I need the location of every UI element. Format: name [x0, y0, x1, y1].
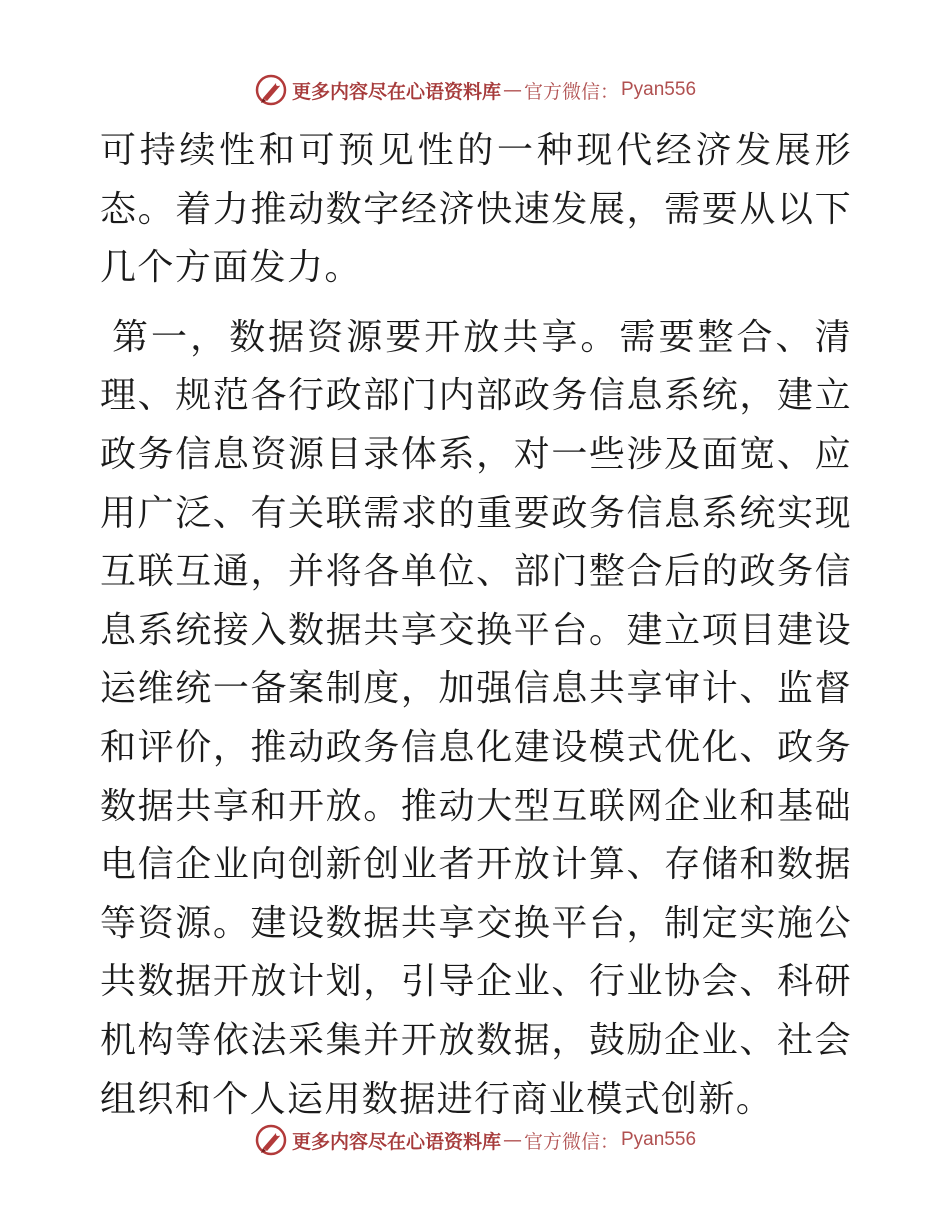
banner-text: 更多内容尽在心语资料库	[291, 1130, 501, 1153]
document-body	[100, 122, 852, 1129]
pen-circle-logo-icon	[254, 73, 288, 107]
header-banner	[0, 70, 950, 110]
banner-wechat-id: Pyan556	[621, 1129, 697, 1150]
footer-banner	[0, 1120, 950, 1160]
banner-dash: —	[502, 1129, 522, 1151]
banner-wechat-id: Pyan556	[621, 79, 697, 100]
banner-wechat-label: 官方微信：	[523, 1130, 619, 1153]
banner-wechat-label: 官方微信：	[523, 80, 619, 103]
paragraph-point-one: 第一，数据资源要开放共享。需要整合、清理、规范各行政部门内部政务信息系统，建立政务信息资源目录体系，对一些涉及面宽、应用广泛、有关联需求的重要政务信息系统实现互联互通，并将各单位、部门整合后的政务信息系统接入数据共享交换平台。建立项目建设运维统一备案制度，加强信息共享审计、监督和评价，推动政务信息化建设模式优化、政务数据共享和开放。推动大型互联网企业和基础电信企业向创新创业者开放计算、存储和数据等资源。建设数据共享交换平台，制定实施公共数据开放计划，引导企业、行业协会、科研机构等依法采集并开放数据，鼓励企业、社会组织和个人运用数据进行商业模式创新。	[100, 316, 852, 1120]
banner-dash: —	[502, 79, 522, 101]
paragraph-continuation: 可持续性和可预见性的一种现代经济发展形态。着力推动数字经济快速发展，需要从以下几个方面发力。	[100, 130, 852, 289]
banner-text: 更多内容尽在心语资料库	[291, 80, 501, 103]
pen-circle-logo-icon	[254, 1123, 288, 1157]
